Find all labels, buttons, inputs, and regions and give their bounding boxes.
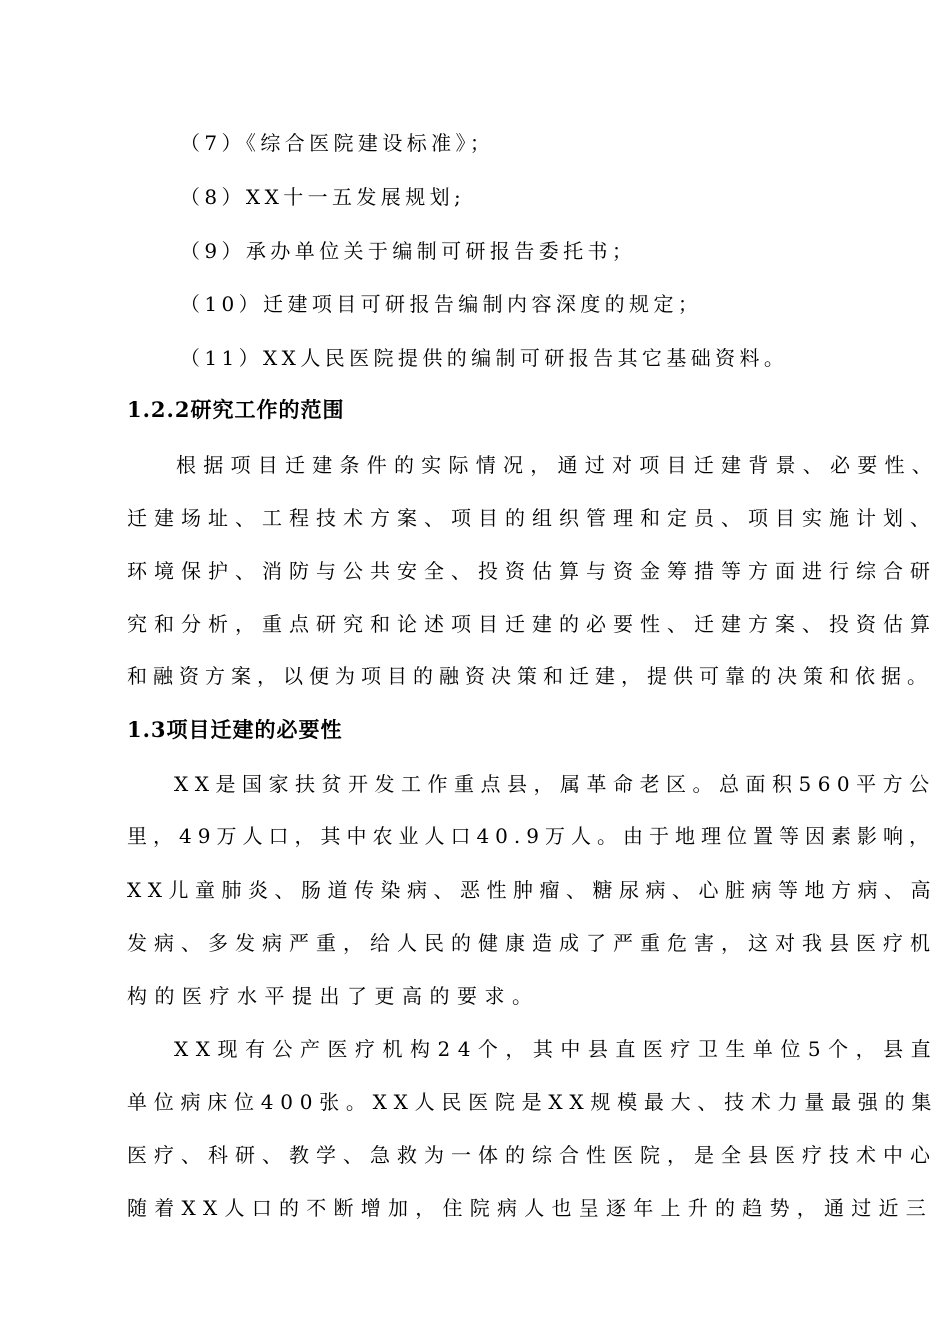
section-heading: 1.3项目迁建的必要性 [127,717,343,742]
reference-item: （7）《综合医院建设标准》； [180,131,495,155]
paragraph-line: 随着XX人口的不断增加，住院病人也呈逐年上升的趋势，通过近三 [127,1196,933,1220]
paragraph-line: 发病、多发病严重，给人民的健康造成了严重危害，这对我县医疗机 [127,931,937,955]
paragraph-line: 迁建场址、工程技术方案、项目的组织管理和定员、项目实施计划、 [127,506,937,530]
reference-item: （8）XX十一五发展规划; [180,185,466,209]
section-heading: 1.2.2研究工作的范围 [127,397,345,422]
reference-item: （11）XX人民医院提供的编制可研报告其它基础资料。 [180,346,789,370]
paragraph-line: 单位病床位400张。XX人民医院是XX规模最大、技术力量最强的集 [127,1090,939,1114]
paragraph-line: 里，49万人口，其中农业人口40.9万人。由于地理位置等因素影响， [127,824,935,848]
paragraph-line: 环境保护、消防与公共安全、投资估算与资金筹措等方面进行综合研 [127,559,937,583]
paragraph-line: 构的医疗水平提出了更高的要求。 [127,984,540,1008]
paragraph-line: XX是国家扶贫开发工作重点县，属革命老区。总面积560平方公 [174,772,936,796]
paragraph-line: XX儿童肺炎、肠道传染病、恶性肿瘤、糖尿病、心脏病等地方病、高 [127,878,937,902]
paragraph-line: 究和分析，重点研究和论述项目迁建的必要性、迁建方案、投资估算 [127,612,937,636]
reference-item: （9）承办单位关于编制可研报告委托书； [180,239,637,263]
paragraph-line: 和融资方案，以便为项目的融资决策和迁建，提供可靠的决策和依据。 [127,664,933,688]
reference-item: （10）迁建项目可研报告编制内容深度的规定； [180,292,703,316]
paragraph-line: 根据项目迁建条件的实际情况，通过对项目迁建背景、必要性、 [176,453,939,477]
paragraph-line: XX现有公产医疗机构24个，其中县直医疗卫生单位5个，县直 [174,1037,939,1061]
paragraph-line: 医疗、科研、教学、急救为一体的综合性医院，是全县医疗技术中心 [127,1143,937,1167]
